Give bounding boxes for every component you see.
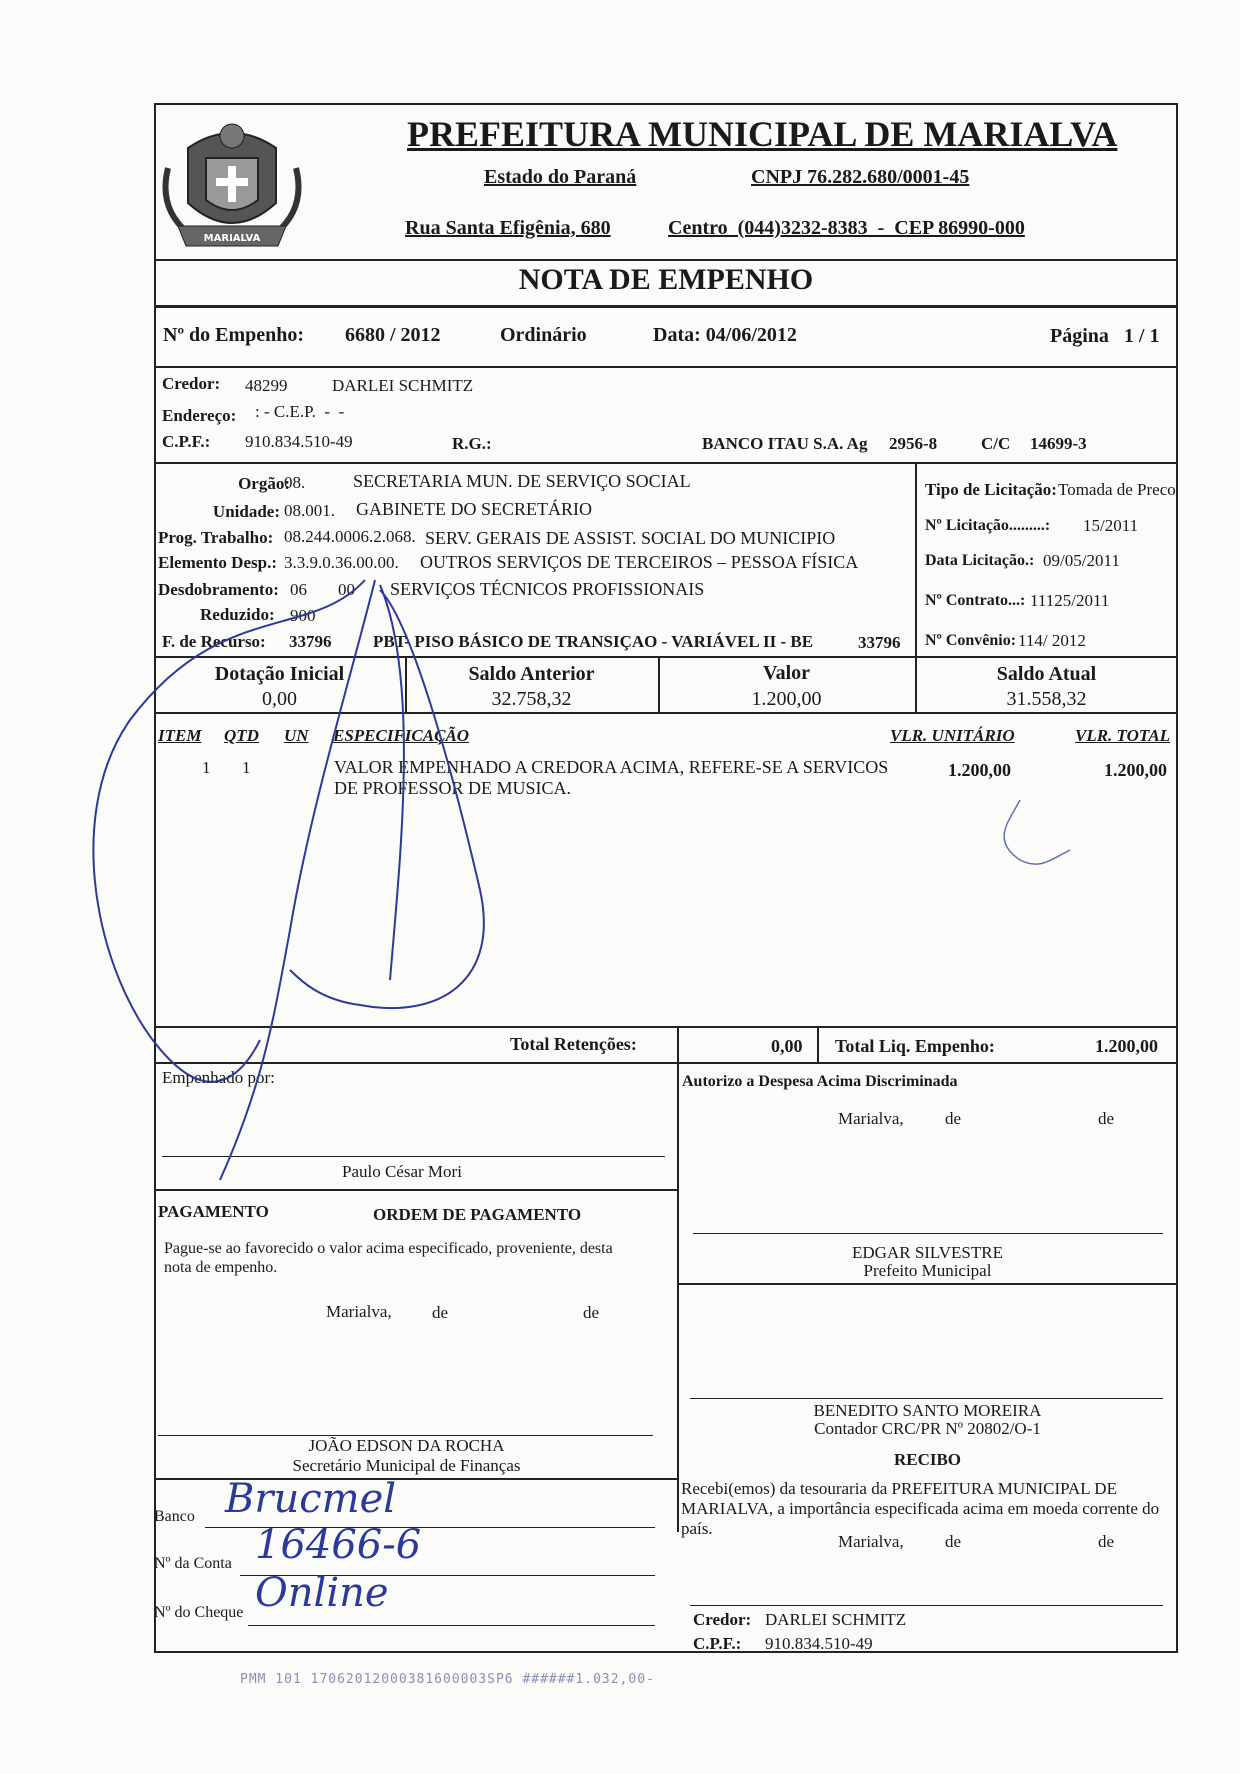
empenho-date: Data: 04/06/2012	[653, 324, 797, 346]
cheque-label: Nº do Cheque	[154, 1604, 244, 1621]
street-address: Rua Santa Efigênia, 680	[405, 217, 611, 239]
credor-name: DARLEI SCHMITZ	[332, 376, 474, 395]
table-row-spec-line2: DE PROFESSOR DE MUSICA.	[334, 778, 572, 798]
cnpj: CNPJ 76.282.680/0001-45	[751, 166, 970, 188]
convenio-label: Nº Convênio:	[925, 632, 1017, 649]
pagamento-de-1: de	[432, 1303, 449, 1322]
table-row-unit-value: 1.200,00	[948, 760, 1011, 780]
autorizo-label: Autorizo a Despesa Acima Discriminada	[682, 1073, 958, 1090]
prog-name: SERV. GERAIS DE ASSIST. SOCIAL DO MUNICIPIO	[425, 528, 836, 548]
handwritten-banco: Brucmel	[225, 1476, 397, 1522]
desdobramento-name: SERVIÇOS TÉCNICOS PROFISSIONAIS	[390, 579, 705, 599]
cc-label: C/C	[981, 434, 1011, 453]
recibo-credor-label: Credor:	[693, 1610, 752, 1629]
licitacao-data-label: Data Licitação.:	[925, 552, 1035, 569]
recibo-de-1: de	[945, 1532, 962, 1551]
address-contact: Centro (044)3232-8383 - CEP 86990-000	[668, 217, 1025, 239]
empenhado-por-name: Paulo César Mori	[342, 1162, 462, 1181]
col-especificacao: ESPECIFICAÇÃO	[333, 726, 470, 745]
col-vlr-unitario: VLR. UNITÁRIO	[890, 726, 1015, 745]
cpf-value: 910.834.510-49	[245, 432, 353, 451]
desdobramento-a: 06	[290, 580, 307, 599]
desdobramento-b: 00	[338, 580, 355, 599]
credor-label: Credor:	[162, 374, 221, 393]
reduzido-value: 900	[290, 606, 316, 625]
valor-label: Valor	[762, 662, 811, 684]
unidade-name: GABINETE DO SECRETÁRIO	[356, 499, 592, 519]
banco-label: Banco	[154, 1508, 195, 1525]
bank-account: 14699-3	[1030, 434, 1087, 453]
recibo-text-line1: Recebi(emos) da tesouraria da PREFEITURA MUNICIPAL DE	[681, 1479, 1117, 1498]
unidade-label: Unidade:	[212, 502, 280, 521]
handwritten-cheque: Online	[255, 1570, 389, 1616]
page-number: Página 1 / 1	[1050, 325, 1160, 347]
endereco-label: Endereço:	[162, 406, 237, 425]
elemento-code: 3.3.9.0.36.00.00.	[284, 553, 399, 572]
prog-code: 08.244.0006.2.068.	[284, 527, 416, 546]
rg-label: R.G.:	[452, 434, 492, 453]
col-item: ITEM	[158, 726, 202, 745]
document-title: NOTA DE EMPENHO	[518, 263, 814, 296]
unidade-code: 08.001.	[284, 501, 335, 520]
col-vlr-total: VLR. TOTAL	[1075, 726, 1171, 745]
saldo-atual-label: Saldo Atual	[996, 663, 1097, 685]
pague-text-line2: nota de empenho.	[164, 1259, 278, 1276]
recibo-cpf-value: 910.834.510-49	[765, 1634, 873, 1653]
pagamento-de-2: de	[583, 1303, 600, 1322]
contador-role: Contador CRC/PR Nº 20802/O-1	[814, 1419, 1041, 1438]
empenho-number: 6680 / 2012	[345, 324, 441, 346]
recibo-cpf-label: C.P.F.:	[693, 1634, 742, 1653]
autorizo-city: Marialva,	[838, 1109, 904, 1128]
bank-agency: 2956-8	[889, 434, 938, 453]
autorizo-de-1: de	[945, 1109, 962, 1128]
svg-text:MARIALVA: MARIALVA	[203, 233, 261, 244]
licitacao-data: 09/05/2011	[1043, 551, 1120, 570]
page-title: PREFEITURA MUNICIPAL DE MARIALVA	[407, 114, 1118, 154]
convenio-value: 114/ 2012	[1018, 631, 1086, 650]
orgao-label: Orgão:	[238, 474, 290, 493]
ordem-pagamento-label: ORDEM DE PAGAMENTO	[373, 1205, 582, 1224]
total-liquido-label: Total Liq. Empenho:	[835, 1036, 995, 1056]
autorizo-de-2: de	[1098, 1109, 1115, 1128]
table-row-total-value: 1.200,00	[1104, 760, 1167, 780]
orgao-name: SECRETARIA MUN. DE SERVIÇO SOCIAL	[353, 471, 691, 491]
valor-value: 1.200,00	[751, 688, 822, 710]
municipal-crest-icon	[158, 108, 306, 258]
licitacao-tipo-label: Tipo de Licitação:	[925, 480, 1057, 499]
col-qtd: QTD	[224, 726, 259, 745]
conta-label: Nº da Conta	[154, 1555, 232, 1572]
credor-code: 48299	[245, 376, 288, 395]
orgao-code: 08.	[284, 473, 306, 492]
prefeito-name: EDGAR SILVESTRE	[852, 1243, 1003, 1262]
contrato-value: 11125/2011	[1030, 591, 1110, 610]
endereco-value: : - C.E.P. - -	[255, 402, 345, 421]
bank-name: BANCO ITAU S.A. Ag	[702, 434, 868, 453]
empenhado-por-label: Empenhado por:	[162, 1068, 275, 1087]
footer-bank-code: PMM 101 17062012000381600003SP6 ######1.032,00-	[240, 1672, 655, 1687]
empenho-number-label: Nº do Empenho:	[163, 324, 305, 346]
elemento-label: Elemento Desp.:	[158, 553, 277, 572]
recibo-credor-name: DARLEI SCHMITZ	[765, 1610, 907, 1629]
table-row-spec-line1: VALOR EMPENHADO A CREDORA ACIMA, REFERE-SE A SERVICOS	[334, 757, 889, 777]
prefeito-role: Prefeito Municipal	[863, 1261, 992, 1280]
prog-label: Prog. Trabalho:	[158, 528, 274, 547]
secretario-name: JOÃO EDSON DA ROCHA	[308, 1436, 505, 1455]
pagamento-city: Marialva,	[326, 1302, 392, 1321]
recurso-value: 33796	[289, 632, 332, 651]
contador-name: BENEDITO SANTO MOREIRA	[813, 1401, 1042, 1420]
dotacao-label: Dotação Inicial	[214, 663, 345, 685]
col-un: UN	[284, 726, 309, 745]
secretario-role: Secretário Municipal de Finanças	[292, 1456, 521, 1475]
recibo-city: Marialva,	[838, 1532, 904, 1551]
dotacao-value: 0,00	[262, 688, 297, 710]
table-row-qtd: 1	[242, 758, 251, 777]
saldo-atual-value: 31.558,32	[1006, 688, 1087, 710]
saldo-anterior-value: 32.758,32	[491, 688, 572, 710]
recurso-code: 33796	[858, 633, 901, 652]
recurso-name: PBT- PISO BÁSICO DE TRANSIÇAO - VARIÁVEL II - BE	[373, 632, 814, 651]
licitacao-tipo: Tomada de Preco	[1058, 480, 1176, 499]
desdobramento-label: Desdobramento:	[158, 580, 279, 599]
total-retencoes-value: 0,00	[771, 1036, 803, 1056]
state-name: Estado do Paraná	[484, 166, 637, 188]
licitacao-numero-label: Nº Licitação.........:	[925, 517, 1051, 534]
total-retencoes-label: Total Retenções:	[510, 1034, 637, 1054]
recibo-title: RECIBO	[893, 1450, 962, 1469]
pagamento-label: PAGAMENTO	[158, 1202, 269, 1221]
reduzido-label: Reduzido:	[200, 605, 275, 624]
cpf-label: C.P.F.:	[162, 432, 211, 451]
handwritten-conta: 16466-6	[255, 1522, 422, 1568]
recibo-text-line3: país.	[681, 1519, 713, 1538]
elemento-name: OUTROS SERVIÇOS DE TERCEIROS – PESSOA FÍSICA	[420, 552, 859, 572]
table-row-item: 1	[202, 758, 211, 777]
empenho-type: Ordinário	[500, 324, 587, 346]
licitacao-numero: 15/2011	[1083, 516, 1139, 535]
total-liquido-value: 1.200,00	[1095, 1036, 1158, 1056]
recibo-de-2: de	[1098, 1532, 1115, 1551]
recurso-label: F. de Recurso:	[162, 632, 266, 651]
recibo-text-line2: MARIALVA, a importância especificada acima em moeda corrente do	[681, 1499, 1160, 1518]
pague-text-line1: Pague-se ao favorecido o valor acima especificado, proveniente, desta	[164, 1240, 613, 1257]
pen-annotation-icon	[60, 560, 1100, 1200]
saldo-anterior-label: Saldo Anterior	[468, 663, 595, 685]
contrato-label: Nº Contrato...:	[925, 592, 1026, 609]
